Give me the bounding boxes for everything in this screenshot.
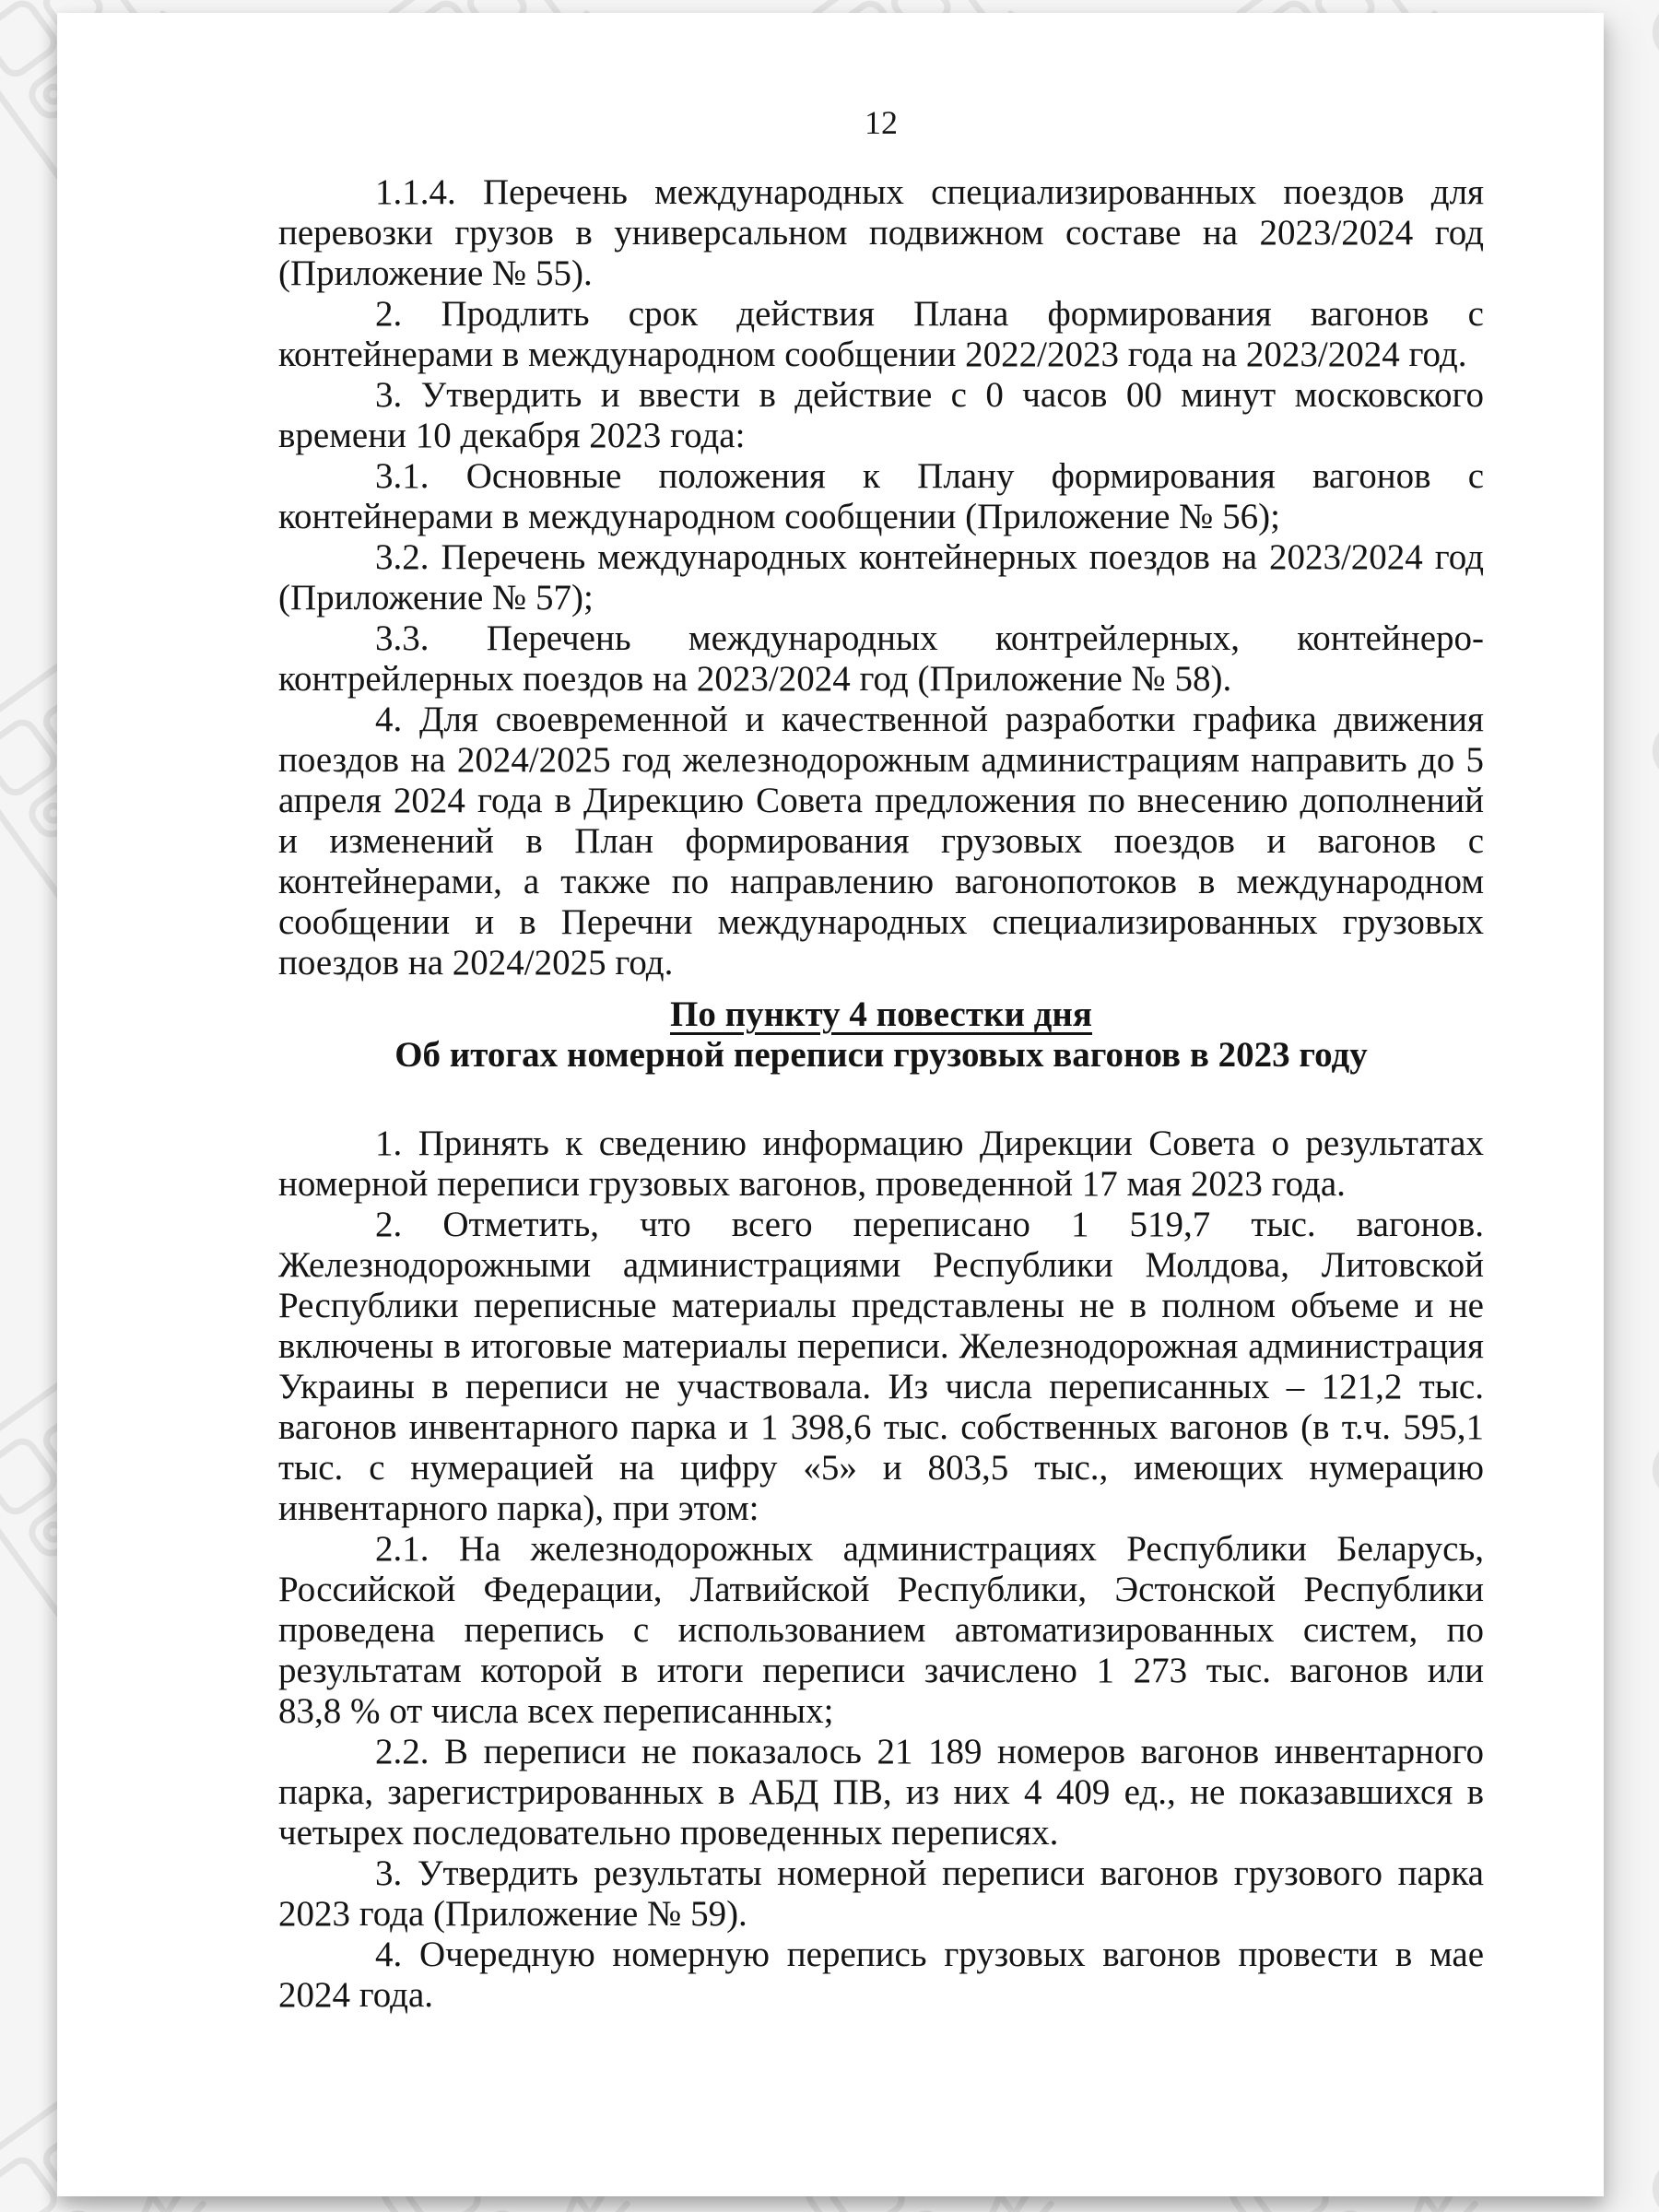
document-content	[278, 172, 1484, 2016]
agenda-item-subtitle: Об итогах номерной переписи грузовых вагонов в 2023 году	[394, 1035, 1368, 1075]
resolution-3: 3. Утвердить результаты номерной переписи вагонов грузового парка 2023 года (Приложение № 59).	[278, 1853, 1484, 1934]
paragraph-3-3: 3.3. Перечень международных контрейлерных, контейнеро-контрейлерных поездов на 2023/2024 год (Приложение № 58).	[278, 618, 1484, 699]
agenda-item-title	[278, 994, 1484, 1035]
resolution-2-1: 2.1. На железнодорожных администрациях Республики Беларусь, Российской Федерации, Латвийской Республики, Эстонской Республики проведена перепись с использованием автоматизированных систем, по результатам которой в итоги переписи зачислено 1 273 тыс. вагонов или 83,8 % от числа всех переписанных;	[278, 1529, 1484, 1731]
resolution-4: 4. Очередную номерную перепись грузовых вагонов провести в мае 2024 года.	[278, 1935, 1484, 2015]
paragraph-3-2: 3.2. Перечень международных контейнерных поездов на 2023/2024 год (Приложение № 57);	[278, 537, 1484, 618]
paragraph-3-1: 3.1. Основные положения к Плану формирования вагонов с контейнерами в международном сообщении (Приложение № 56);	[278, 456, 1484, 536]
paragraph-3-approve: 3. Утвердить и ввести в действие с 0 часов 00 минут московского времени 10 декабря 2023 года:	[278, 375, 1484, 455]
agenda-item-title-text: По пункту 4 повестки дня	[670, 994, 1092, 1034]
resolution-2: 2. Отметить, что всего переписано 1 519,7 тыс. вагонов. Железнодорожными администрациями Республики Молдова, Литовской Республики переписные материалы представлены не в полном объеме и не включены в итоговые материалы переписи. Железнодорожная администрация Украины в переписи не участвовала. Из числа переписанных – 121,2 тыс. вагонов инвентарного парка и 1 398,6 тыс. собственных вагонов (в т.ч. 595,1 тыс. с нумерацией на цифру «5» и 803,5 тыс., имеющих нумерацию инвентарного парка), при этом:	[278, 1205, 1484, 1528]
paragraph-2-extend-plan: 2. Продлить срок действия Плана формирования вагонов с контейнерами в международном сообщении 2022/2023 года на 2023/2024 год.	[278, 294, 1484, 374]
page-number: 12	[865, 104, 898, 141]
resolution-2-2: 2.2. В переписи не показалось 21 189 номеров вагонов инвентарного парка, зарегистрированных в АБД ПВ, из них 4 409 ед., не показавшихся в четырех последовательно проведенных переписях.	[278, 1732, 1484, 1853]
paragraph-1-1-4: 1.1.4. Перечень международных специализированных поездов для перевозки грузов в универсальном подвижном составе на 2023/2024 год (Приложение № 55).	[278, 172, 1484, 293]
paragraph-4-schedule: 4. Для своевременной и качественной разработки графика движения поездов на 2024/2025 год железнодорожным администрациям направить до 5 апреля 2024 года в Дирекцию Совета предложения по внесению дополнений и изменений в План формирования грузовых поездов и вагонов с контейнерами, а также по направлению вагонопотоков в международном сообщении и в Перечни международных специализированных грузовых поездов на 2024/2025 год.	[278, 700, 1484, 982]
document-page	[57, 13, 1604, 2196]
agenda-item-heading	[278, 994, 1484, 1076]
resolution-1: 1. Принять к сведению информацию Дирекции Совета о результатах номерной переписи грузовых вагонов, проведенной 17 мая 2023 года.	[278, 1124, 1484, 1204]
